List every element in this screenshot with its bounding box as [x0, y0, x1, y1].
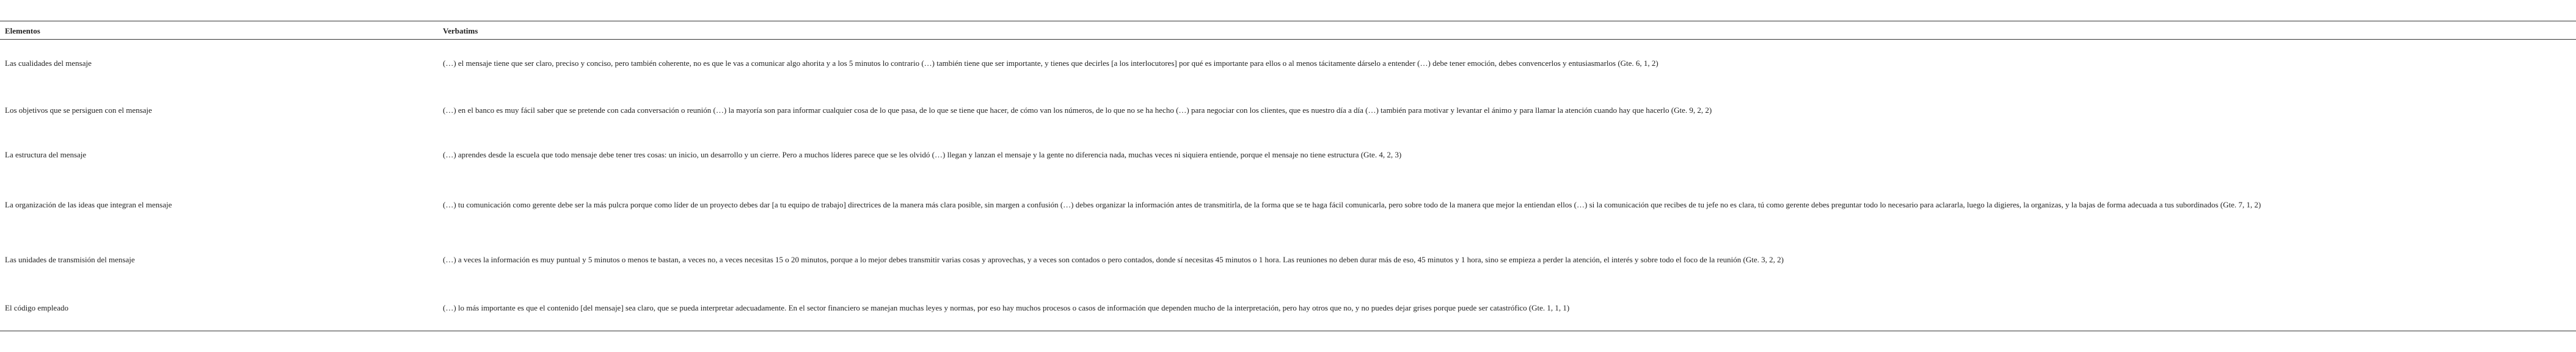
- header-verbatims: Verbatims: [438, 21, 2576, 40]
- verbatim-cell: (…) en el banco es muy fácil saber que se pretende con cada conversación o reunión (…) la mayoría son para informar cualquier cosa de lo que pasa, de lo que se tiene que hacer, de cómo van los números, de lo que no se ha hecho (…) para negociar con los clientes, que es nuestro día a día (…) también para motivar y levantar el ánimo y para llamar la atención cuando hay que hacerlo (Gte. 9, 2, 2): [443, 105, 1712, 115]
- table-row: [0, 134, 2576, 176]
- element-cell: Los objetivos que se persiguen con el mensaje: [5, 105, 152, 115]
- verbatim-cell: (…) lo más importante es que el contenido [del mensaje] sea claro, que se pueda interpretar adecuadamente. En el sector financiero se manejan muchas leyes y normas, por eso hay muchos procesos o casos de información que dependen mucho de la interpretación, pero hay otros que no, y no puedes dejar grises porque puede ser catastrófico (Gte. 1, 1, 1): [438, 286, 2576, 331]
- verbatim-cell: (…) a veces la información es muy puntual y 5 minutos o menos te bastan, a veces no, a veces necesitas 15 o 20 minutos, porque a lo mejor debes transmitir varias cosas y aprovechas, y a veces son contados o pero contados, donde sí necesitas 45 minutos o 1 hora. Las reuniones no deben durar más de eso, 45 minutos y 1 hora, sino se empieza a perder la atención, el interés y sobre todo el foco de la reunión (Gte. 3, 2, 2): [443, 254, 1784, 264]
- element-cell: La estructura del mensaje: [5, 149, 87, 159]
- verbatims-table: [0, 21, 2576, 331]
- element-cell: El código empleado: [0, 286, 438, 331]
- table-row: [0, 176, 2576, 234]
- table-row: [0, 286, 2576, 331]
- table-header-row: [0, 21, 2576, 40]
- verbatim-cell: (…) tu comunicación como gerente debe ser la más pulcra porque como líder de un proyecto debes dar [a tu equipo de trabajo] directrices de la manera más clara posible, sin margen a confusión (…) debes organizar la información antes de transmitirla, de la forma que se te haga fácil comunicarla, pero sobre todo de la manera que mejor la entiendan ellos (…) si la comunicación que recibes de tu jefe no es clara, tú como gerente debes preguntar todo lo necesario para aclararla, luego la digieres, la organizas, y la bajas de forma adecuada a tus subordinados (Gte. 7, 1, 2): [443, 199, 2261, 209]
- element-cell: Las cualidades del mensaje: [5, 58, 92, 68]
- element-cell: La organización de las ideas que integran el mensaje: [5, 199, 172, 209]
- header-elementos: Elementos: [0, 21, 438, 40]
- table-row: [0, 40, 2576, 87]
- table-row: [0, 234, 2576, 286]
- table-row: [0, 87, 2576, 134]
- verbatim-cell: (…) aprendes desde la escuela que todo mensaje debe tener tres cosas: un inicio, un desarrollo y un cierre. Pero a muchos líderes parece que se les olvidó (…) llegan y lanzan el mensaje y la gente no diferencia nada, muchas veces ni siquiera entiende, porque el mensaje no tiene estructura (Gte. 4, 2, 3): [443, 149, 1402, 159]
- verbatim-cell: (…) el mensaje tiene que ser claro, preciso y conciso, pero también coherente, no es que le vas a comunicar algo ahorita y a los 5 minutos lo contrario (…) también tiene que ser importante, y tienes que decirles [a los interlocutores] por qué es importante para ellos o al menos tácitamente dárselo a entender (…) debe tener emoción, debes convencerlos y entusiasmarlos (Gte. 6, 1, 2): [443, 58, 1658, 68]
- element-cell: Las unidades de transmisión del mensaje: [5, 254, 135, 264]
